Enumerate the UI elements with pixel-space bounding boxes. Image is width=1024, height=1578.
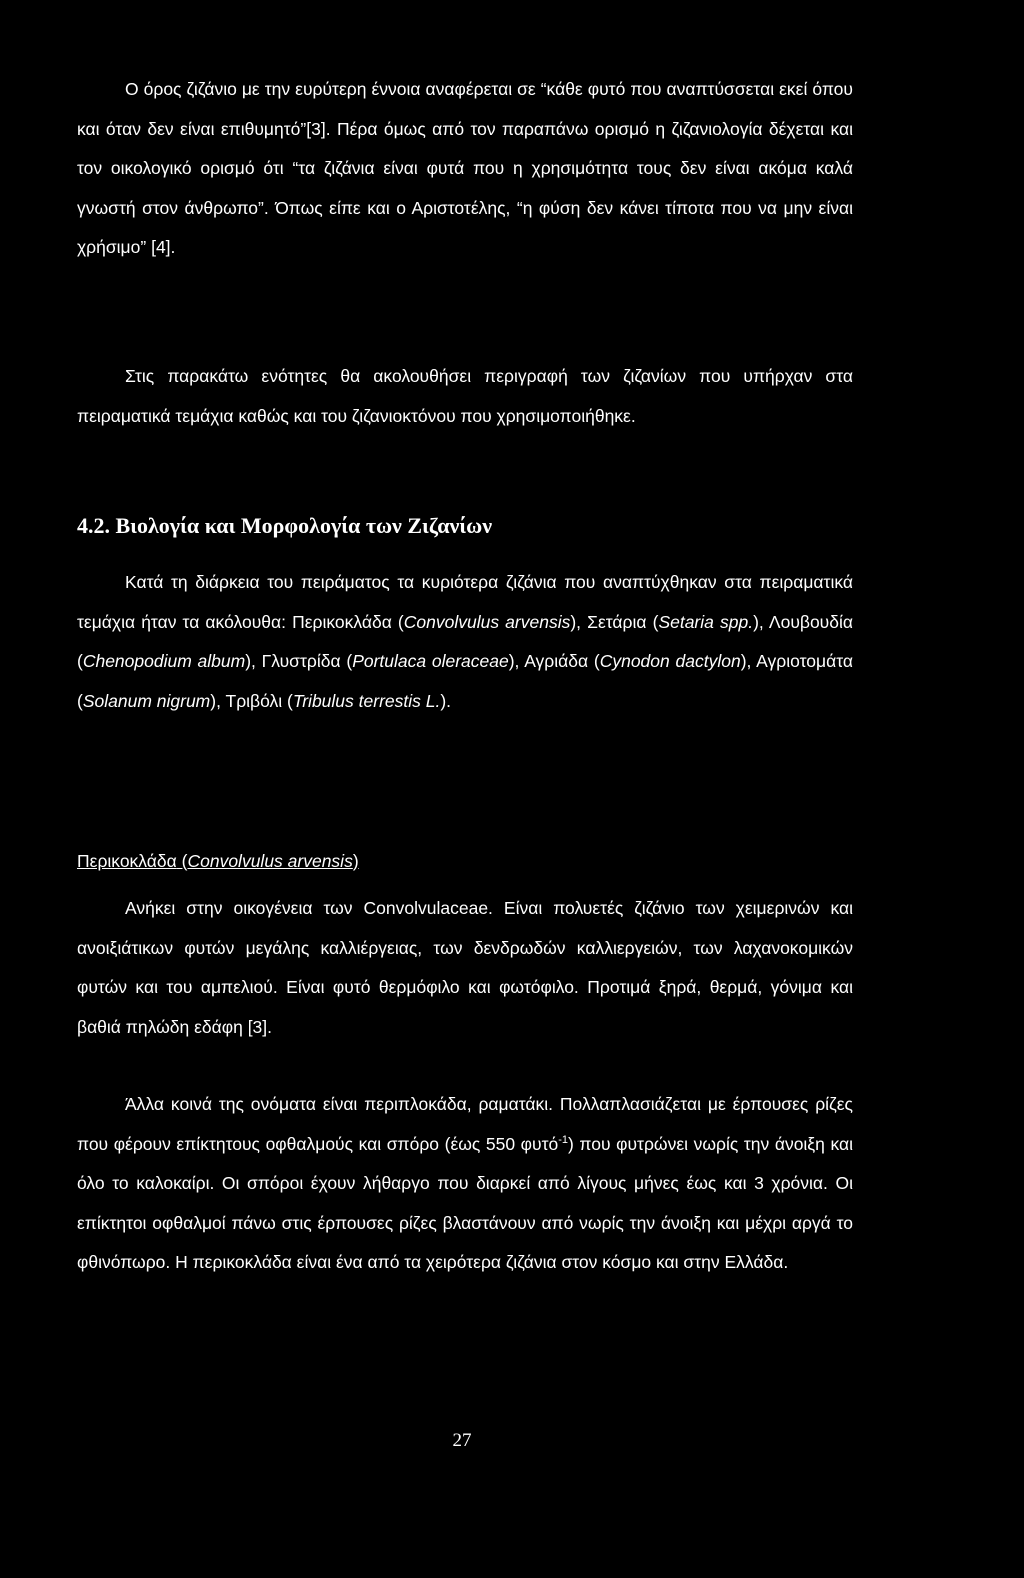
weed-name: Αγριάδα — [524, 651, 589, 672]
weed-name: Τριβόλι — [225, 690, 283, 711]
paragraph-text: Κατά τη διάρκεια του πειράματος τα κυριότερα ζιζάνια που αναπτύχθηκαν στα πειραματικά τεμάχια ήταν τα ακόλουθα: — [77, 572, 853, 632]
latin-name: Solanum nigrum — [82, 690, 211, 711]
reference: [4] — [151, 237, 171, 258]
latin-name: Setaria spp. — [658, 611, 754, 632]
subheading-latin: Convolvulus arvensis — [187, 851, 353, 871]
paragraph-convolvulus-reproduction — [77, 1085, 853, 1283]
subheading-name: Περικοκλάδα — [77, 851, 177, 871]
paragraph-sections-intro — [77, 357, 853, 436]
superscript: -1 — [558, 1133, 569, 1146]
paragraph-convolvulus-description — [77, 889, 853, 1047]
paragraph-text: . — [170, 237, 176, 258]
latin-name: Chenopodium album — [82, 651, 246, 672]
weed-name: Σετάρια — [587, 611, 647, 632]
latin-name: Convolvulus arvensis — [403, 611, 571, 632]
paragraph-text: Ανήκει στην οικογένεια των Convolvulaceae. Είναι πολυετές ζιζάνιο των χειμερινών και ανοιξιάτικων φυτών μεγάλης καλλιέργειας, των δενδρωδών καλλιεργειών, των λαχανοκομικών φυτών και του αμπελιού. Είναι φυτό θερμόφιλο και φωτόφιλο. Προτιμά ξηρά, θερμά, γόνιμα και βαθιά πηλώδη εδάφη — [77, 898, 853, 1037]
paragraph-text: Άλλα κοινά της ονόματα είναι περιπλοκάδα, ραματάκι. Πολλαπλασιάζεται με έρπουσες ρίζες που φέρουν επίκτητους οφθαλμούς και σπόρο (έως 550 φυτό — [77, 1094, 853, 1154]
weed-name: Λουβουδία — [768, 611, 853, 632]
reference: [3] — [306, 118, 326, 139]
paragraph-text: . Πέρα όμως από τον παραπάνω ορισμό η ζιζανιολογία δέχεται και τον οικολογικό ορισμό ότι “τα ζιζάνια είναι φυτά που η χρησιμότητα τους δεν είναι ακόμα καλά γνωστή στον άνθρωπο”. Όπως είπε και ο Αριστοτέλης, “η φύση δεν κάνει τίποτα που να μην είναι χρήσιμο” — [77, 118, 853, 258]
section-heading: 4.2. Βιολογία και Μορφολογία των Ζιζανίων — [77, 513, 493, 538]
paragraph-text: Στις παρακάτω ενότητες θα ακολουθήσει περιγραφή των ζιζανίων που υπήρχαν στα πειραματικά τεμάχια καθώς και του ζιζανιοκτόνου που χρησιμοποιήθηκε. — [77, 366, 853, 426]
paragraph-weed-list: Κατά τη διάρκεια του πειράματος τα κυριότερα ζιζάνια που αναπτύχθηκαν στα πειραματικά τεμάχια ήταν τα ακόλουθα: Περικοκλάδα (Convolvulus arvensis), Σετάρια (Setaria spp.), Λουβουδία (Chenopodium album), Γλυστρίδα (Portulaca oleraceae), Αγριάδα (Cynodon dactylon), Αγριοτομάτα (Solanum nigrum), Τριβόλι (Tribulus terrestis L.). — [77, 572, 853, 711]
latin-name: Cynodon dactylon — [599, 651, 741, 672]
paragraph-weed-definition — [77, 70, 853, 268]
latin-name: Tribulus terrestis L. — [292, 690, 441, 711]
weed-name: Αγριοτομάτα — [756, 651, 853, 672]
weed-name: Γλυστρίδα — [261, 651, 341, 672]
paragraph-text: . — [267, 1016, 273, 1037]
page-number: 27 — [452, 1430, 472, 1451]
reference: [3] — [247, 1016, 268, 1037]
subsection-heading: Περικοκλάδα (Convolvulus arvensis) — [77, 851, 359, 871]
weed-name: Περικοκλάδα — [292, 611, 392, 632]
paragraph-text: ) που φυτρώνει νωρίς την άνοιξη και όλο το καλοκαίρι. Οι σπόροι έχουν λήθαργο που διαρκεί από λίγους μήνες έως και 3 χρόνια. Οι επίκτητοι οφθαλμοί πάνω στις έρπουσες ρίζες βλαστάνουν από νωρίς την άνοιξη και μέχρι αργά το φθινόπωρο. Η περικοκλάδα είναι ένα από τα χειρότερα ζιζάνια στον κόσμο και στην Ελλάδα. — [77, 1133, 853, 1273]
latin-name: Portulaca oleraceae — [352, 651, 509, 672]
paragraph-text: Ο όρος ζιζάνιο με την ευρύτερη έννοια αναφέρεται σε “κάθε φυτό που αναπτύσσεται εκεί όπου και όταν δεν είναι επιθυμητό” — [77, 79, 853, 139]
